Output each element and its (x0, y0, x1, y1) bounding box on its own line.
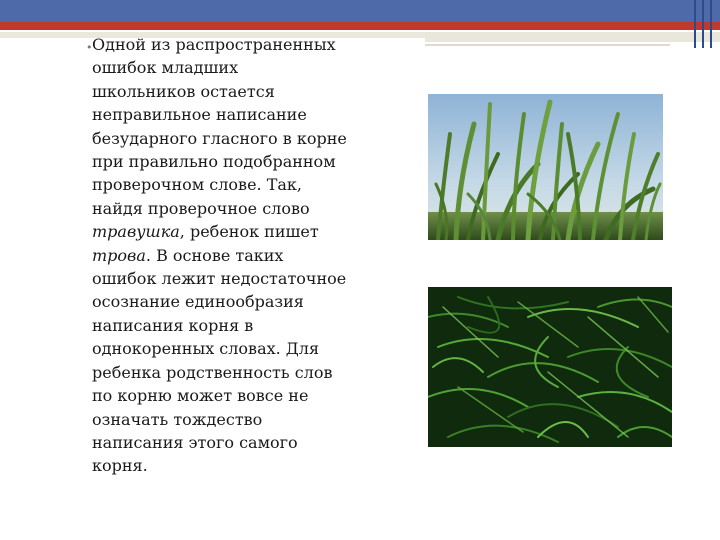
dense-grass-image (428, 287, 672, 447)
example-word-trova: трова (92, 245, 146, 265)
text-line: написания этого самого (92, 432, 298, 452)
grass-sky-image (428, 94, 663, 240)
header-light-bar-right (425, 32, 720, 42)
text-line: означать тождество (92, 409, 263, 429)
text-line: по корню может вовсе не (92, 386, 309, 406)
text-line: ребенка родственность слов (92, 362, 333, 382)
example-word-travushka: травушка (92, 222, 180, 242)
dense-grass-photo-icon (428, 287, 672, 447)
text-line: проверочном слове. Так, (92, 175, 302, 195)
text-line: неправильное написание (92, 105, 307, 125)
text-line: ошибок младших (92, 58, 239, 78)
header-accent-bar (0, 22, 720, 30)
slide-body-text (92, 33, 402, 478)
text-line: школьников остается (92, 81, 275, 101)
text-line: при правильно подобранном (92, 152, 336, 172)
text-line-with-italic: травушка, ребенок пишет (92, 222, 319, 242)
text-line: безударного гласного в корне (92, 128, 347, 148)
text-line: однокоренных словах. Для (92, 339, 320, 359)
grass-against-sky-photo-icon (428, 94, 663, 240)
text-line: найдя проверочное слово (92, 198, 310, 218)
text-line: корня. (92, 456, 148, 476)
header-banner (0, 0, 720, 22)
text-line: Одной из распространенных (92, 35, 336, 54)
text-line: ошибок лежит недостаточное (92, 269, 347, 289)
header-stripes (690, 0, 720, 48)
bullet-icon: • (86, 41, 93, 54)
text-line-with-italic: трова. В основе таких (92, 245, 284, 265)
header-divider (425, 44, 670, 46)
text-line: осознание единообразия (92, 292, 304, 312)
text-line: написания корня в (92, 315, 254, 335)
